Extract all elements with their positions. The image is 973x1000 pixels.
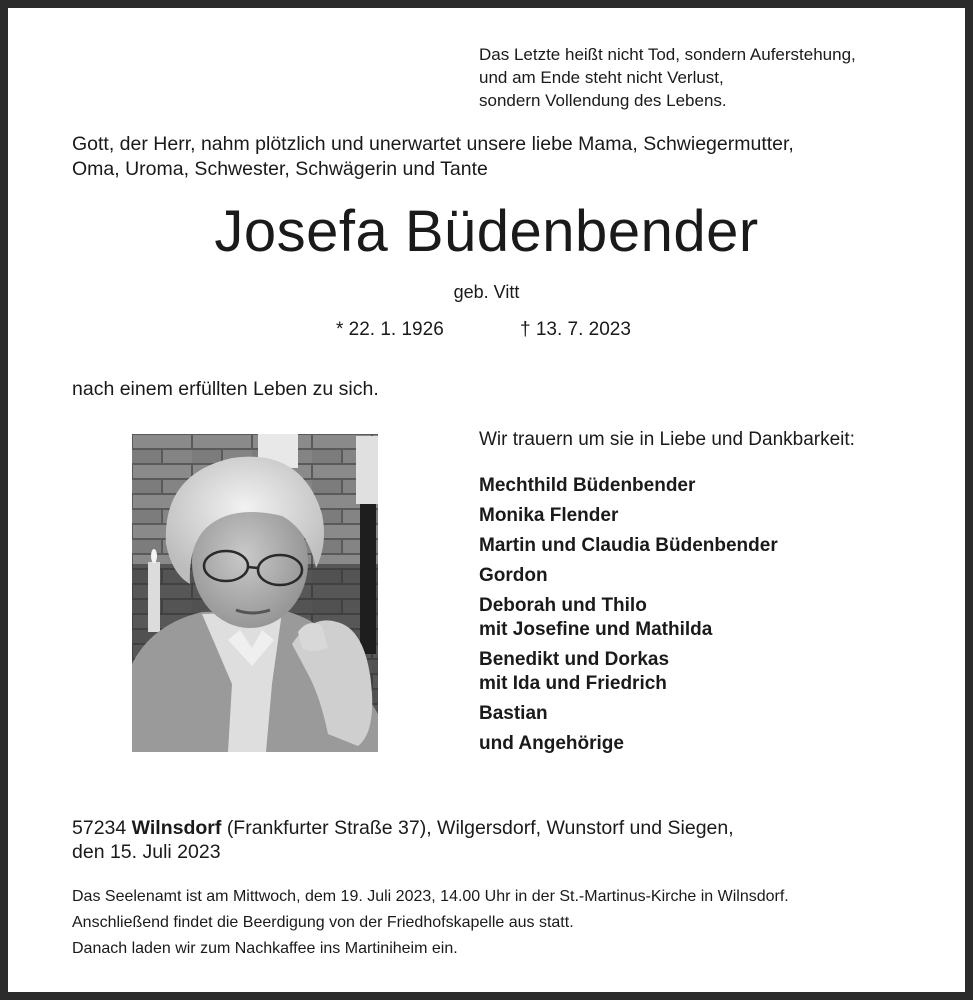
- outro-text: nach einem erfüllten Leben zu sich.: [72, 378, 379, 400]
- intro-line: Oma, Uroma, Schwester, Schwägerin und Tante: [72, 158, 488, 180]
- mourner-name: Monika Flender: [479, 505, 619, 526]
- portrait-image: [132, 434, 378, 752]
- mourner-name: Mechthild Büdenbender: [479, 475, 696, 496]
- mourner-name: Bastian: [479, 703, 548, 724]
- address-block: [72, 816, 734, 864]
- motto-quote: [479, 43, 856, 112]
- mourner-group: [479, 504, 778, 528]
- motto-line: und am Ende steht nicht Verlust,: [479, 68, 724, 87]
- deceased-name: Josefa Büdenbender: [214, 199, 759, 264]
- postcode: 57234: [72, 817, 127, 839]
- mourning-heading: Wir trauern um sie in Liebe und Dankbarkeit:: [479, 429, 855, 450]
- mourner-name: Gordon: [479, 565, 548, 586]
- mourner-group: [479, 594, 778, 642]
- motto-line: sondern Vollendung des Lebens.: [479, 91, 727, 110]
- mourner-list: [479, 474, 778, 762]
- service-line: Das Seelenamt ist am Mittwoch, dem 19. Juli 2023, 14.00 Uhr in der St.-Martinus-Kirche in Wilnsdorf.: [72, 888, 789, 905]
- portrait-photo: [132, 434, 378, 752]
- service-line: Danach laden wir zum Nachkaffee ins Martiniheim ein.: [72, 940, 458, 957]
- mourner-group: [479, 534, 778, 558]
- mourner-name: Benedikt und Dorkas: [479, 649, 670, 670]
- service-line: Anschließend findet die Beerdigung von der Friedhofskapelle aus statt.: [72, 914, 574, 931]
- mourner-name: mit Josefine und Mathilda: [479, 619, 713, 640]
- mourner-group: [479, 702, 778, 726]
- mourner-name: mit Ida und Friedrich: [479, 673, 667, 694]
- birth-name: geb. Vitt: [453, 282, 520, 302]
- intro-text: [72, 132, 902, 182]
- service-info: [72, 884, 789, 962]
- mourner-group: [479, 474, 778, 498]
- mourner-name: Deborah und Thilo: [479, 595, 647, 616]
- motto-line: Das Letzte heißt nicht Tod, sondern Auferstehung,: [479, 45, 856, 64]
- notice-date: den 15. Juli 2023: [72, 841, 221, 863]
- mourner-name: und Angehörige: [479, 733, 624, 754]
- town: Wilnsdorf: [131, 817, 222, 839]
- mourner-group: [479, 732, 778, 756]
- birth-date: * 22. 1. 1926: [336, 319, 444, 340]
- mourner-group: [479, 648, 778, 696]
- address-rest: (Frankfurter Straße 37), Wilgersdorf, Wunstorf und Siegen,: [226, 817, 734, 839]
- mourner-name: Martin und Claudia Büdenbender: [479, 535, 778, 556]
- mourner-group: [479, 564, 778, 588]
- intro-line: Gott, der Herr, nahm plötzlich und unerwartet unsere liebe Mama, Schwiegermutter,: [72, 133, 794, 155]
- death-date: † 13. 7. 2023: [520, 319, 631, 340]
